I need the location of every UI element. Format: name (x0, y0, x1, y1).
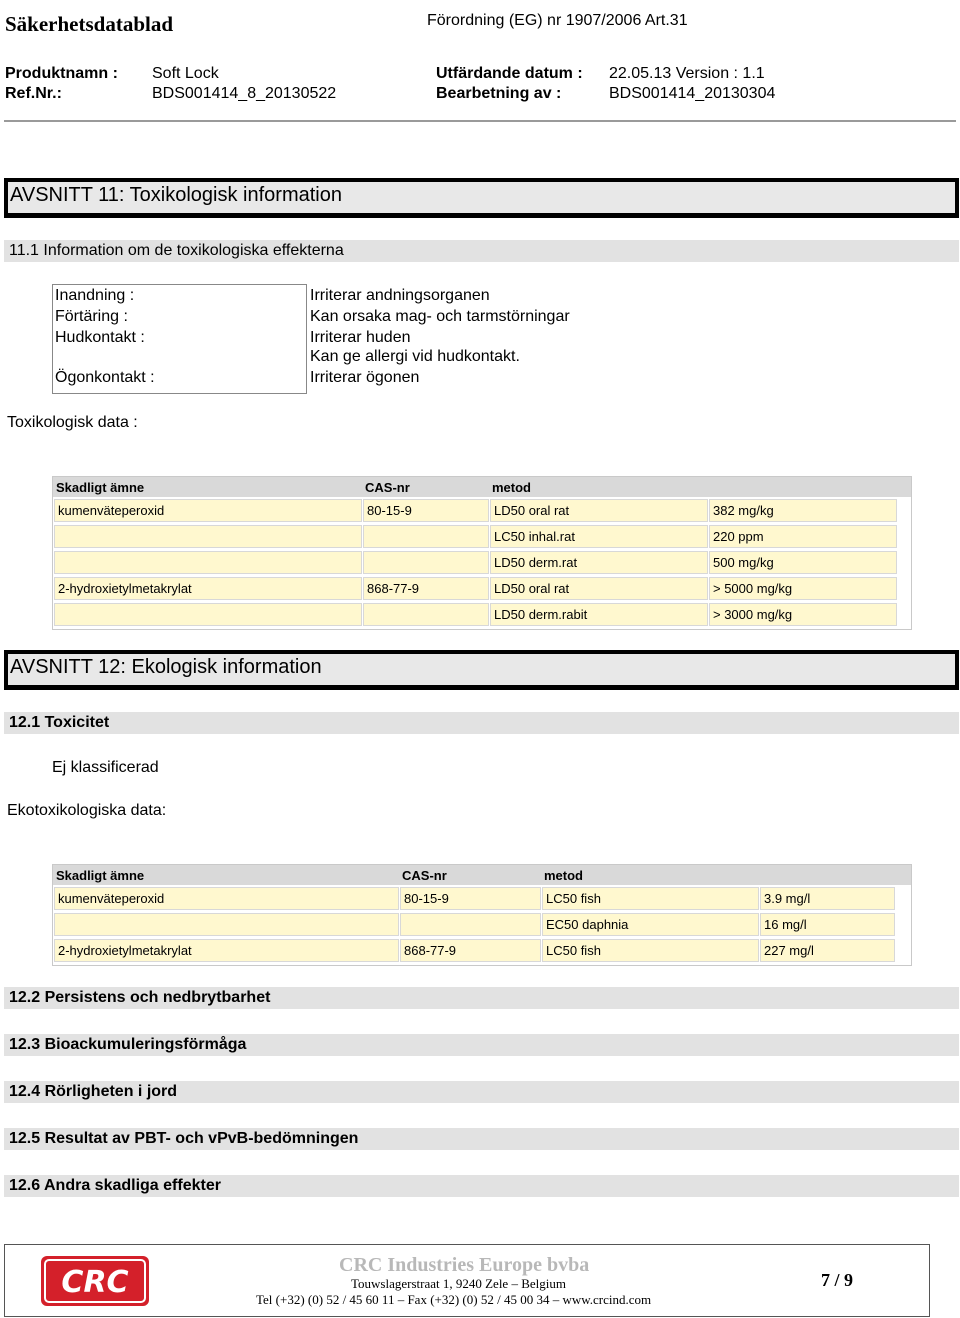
table-cell (54, 551, 362, 574)
ecotox-data-table (52, 864, 912, 966)
edited-by-value: BDS001414_20130304 (609, 85, 776, 102)
table-cell (400, 913, 541, 936)
tox-header-method: metod (492, 480, 531, 495)
product-name-value: Soft Lock (152, 65, 219, 82)
table-cell: 220 ppm (709, 525, 897, 548)
effect-value-inhalation: Irriterar andningsorganen (310, 287, 490, 304)
crc-logo (41, 1256, 149, 1306)
table-cell: 3.9 mg/l (760, 887, 895, 910)
table-cell: LC50 inhal.rat (490, 525, 708, 548)
table-cell: 80-15-9 (400, 887, 541, 910)
table-cell (363, 603, 489, 626)
edited-by-label: Bearbetning av : (436, 85, 562, 102)
table-cell: > 3000 mg/kg (709, 603, 897, 626)
regulation-reference: Förordning (EG) nr 1907/2006 Art.31 (427, 12, 688, 29)
effect-label-eyes: Ögonkontakt : (55, 369, 155, 386)
ref-nr-label: Ref.Nr.: (5, 85, 62, 102)
subsection-11-1-bar (4, 240, 959, 262)
subsection-12-6-title: 12.6 Andra skadliga effekter (9, 1177, 221, 1194)
table-cell (363, 525, 489, 548)
effect-label-skin: Hudkontakt : (55, 329, 145, 346)
footer-company-name: CRC Industries Europe bvba (339, 1254, 590, 1276)
table-cell (54, 603, 362, 626)
subsection-12-1-title: 12.1 Toxicitet (9, 714, 110, 731)
table-cell: LC50 fish (542, 887, 759, 910)
document-title: Säkerhetsdatablad (5, 12, 174, 36)
tox-header-substance: Skadligt ämne (56, 480, 145, 495)
subsection-12-3-bar (4, 1034, 959, 1056)
table-cell (363, 551, 489, 574)
crc-logo-text: CRC (61, 1265, 129, 1300)
table-cell: 227 mg/l (760, 939, 895, 962)
tox-table-header (53, 477, 911, 497)
tox-header-cas: CAS-nr (365, 480, 410, 495)
classification-text: Ej klassificerad (52, 759, 159, 776)
eco-table-header (53, 865, 911, 885)
issue-date-label: Utfärdande datum : (436, 65, 583, 82)
subsection-12-5-title: 12.5 Resultat av PBT- och vPvB-bedömningen (9, 1130, 359, 1147)
subsection-12-6-bar (4, 1175, 959, 1197)
ecotox-data-label: Ekotoxikologiska data: (7, 802, 167, 819)
subsection-11-1-title: 11.1 Information om de toxikologiska effekterna (9, 242, 344, 259)
header-divider (4, 120, 956, 122)
table-cell (54, 525, 362, 548)
table-cell: kumenväteperoxid (54, 499, 362, 522)
tox-data-label: Toxikologisk data : (7, 414, 138, 431)
issue-date-value: 22.05.13 Version : 1.1 (609, 65, 765, 82)
section-12-title: AVSNITT 12: Ekologisk information (10, 656, 322, 678)
section-12-banner (4, 650, 959, 690)
effect-value-ingestion: Kan orsaka mag- och tarmstörningar (310, 308, 570, 325)
table-cell: kumenväteperoxid (54, 887, 399, 910)
table-cell: > 5000 mg/kg (709, 577, 897, 600)
table-cell: 80-15-9 (363, 499, 489, 522)
effect-value-skin-allergy: Kan ge allergi vid hudkontakt. (310, 348, 520, 365)
page-footer (4, 1244, 930, 1317)
subsection-12-4-title: 12.4 Rörligheten i jord (9, 1083, 178, 1100)
table-cell: 500 mg/kg (709, 551, 897, 574)
subsection-12-2-title: 12.2 Persistens och nedbrytbarhet (9, 989, 271, 1006)
effect-value-eyes: Irriterar ögonen (310, 369, 420, 386)
table-cell: 382 mg/kg (709, 499, 897, 522)
page-number: 7 / 9 (821, 1270, 854, 1290)
table-cell: 868-77-9 (363, 577, 489, 600)
tox-data-table (52, 476, 912, 630)
table-cell: LC50 fish (542, 939, 759, 962)
product-name-label: Produktnamn : (5, 65, 118, 82)
effect-label-ingestion: Förtäring : (55, 308, 128, 325)
table-cell: LD50 oral rat (490, 577, 708, 600)
subsection-12-1-bar (4, 712, 959, 734)
table-cell: 2-hydroxietylmetakrylat (54, 577, 362, 600)
effect-value-skin: Irriterar huden (310, 329, 411, 346)
footer-contact: Tel (+32) (0) 52 / 45 60 11 – Fax (+32) (0) 52 / 45 00 34 – www.crcind.com (256, 1292, 652, 1307)
section-11-banner (4, 178, 959, 218)
effects-divider (306, 284, 307, 394)
table-cell: EC50 daphnia (542, 913, 759, 936)
table-cell: LD50 derm.rabit (490, 603, 708, 626)
table-cell: 2-hydroxietylmetakrylat (54, 939, 399, 962)
table-cell: LD50 oral rat (490, 499, 708, 522)
subsection-12-2-bar (4, 987, 959, 1009)
eco-header-substance: Skadligt ämne (56, 868, 145, 883)
subsection-12-3-title: 12.3 Bioackumuleringsförmåga (9, 1036, 247, 1053)
table-cell (54, 913, 399, 936)
eco-header-method: metod (544, 868, 583, 883)
table-cell: 16 mg/l (760, 913, 895, 936)
section-11-title: AVSNITT 11: Toxikologisk information (10, 184, 342, 206)
eco-header-cas: CAS-nr (402, 868, 447, 883)
effect-label-inhalation: Inandning : (55, 287, 135, 304)
ref-nr-value: BDS001414_8_20130522 (152, 85, 337, 102)
table-cell: LD50 derm.rat (490, 551, 708, 574)
subsection-12-5-bar (4, 1128, 959, 1150)
footer-address: Touwslagerstraat 1, 9240 Zele – Belgium (351, 1276, 566, 1291)
subsection-12-4-bar (4, 1081, 959, 1103)
table-cell: 868-77-9 (400, 939, 541, 962)
